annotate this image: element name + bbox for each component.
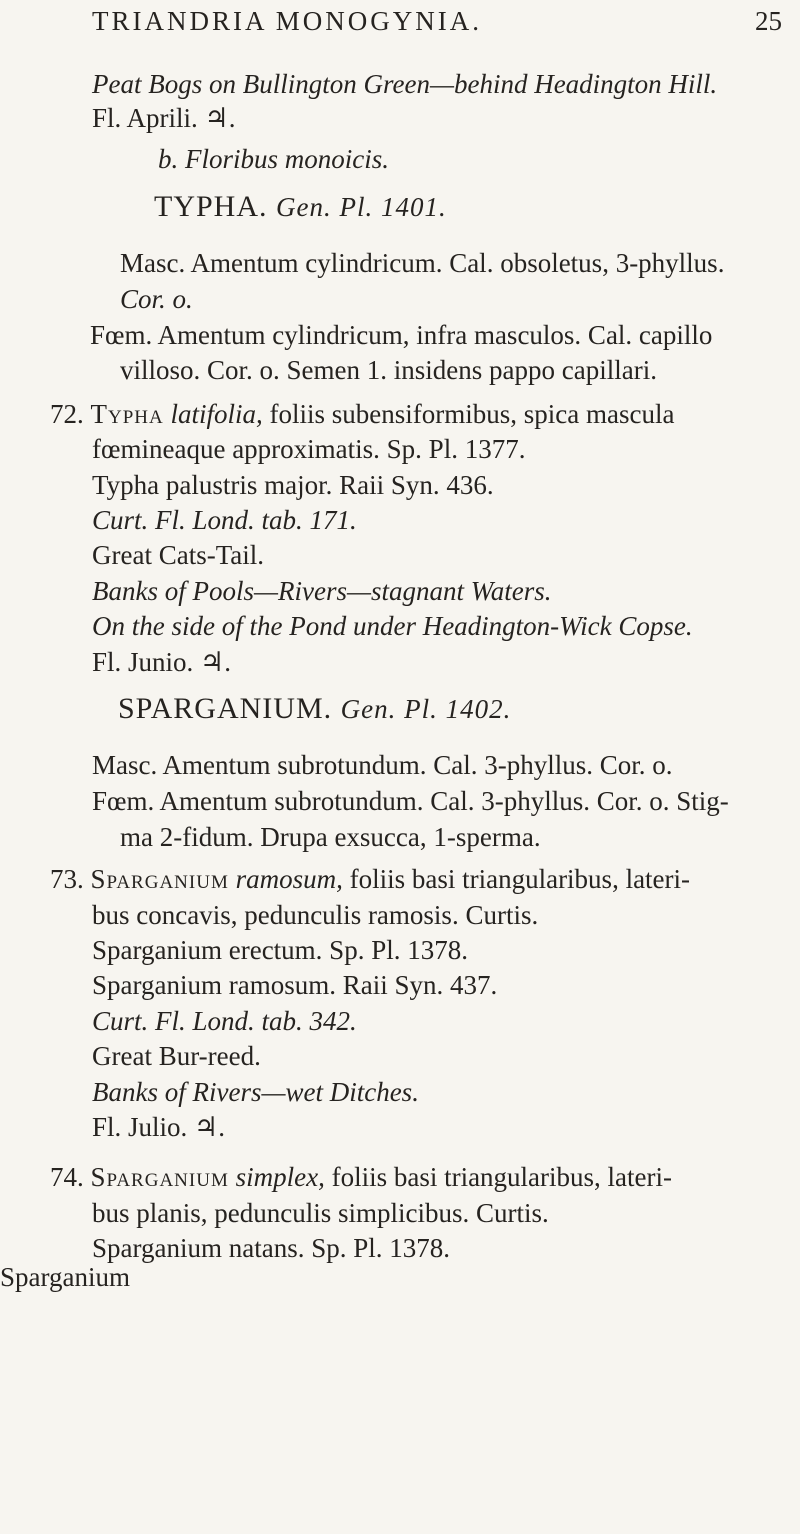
species-73-synonym-1: Sparganium erectum. Sp. Pl. 1378. [92,935,468,965]
typha-masc-line-2: Cor. o. [120,284,193,314]
species-number: 72. [50,399,84,429]
genus-citation: Gen. Pl. 1402. [340,694,512,724]
typha-foem-line-2: villoso. Cor. o. Semen 1. insidens pappo capillari. [120,355,657,385]
species-genus: Typha [90,399,164,429]
prev-variety: b. Floribus monoicis. [158,144,390,174]
species-73-habitat: Banks of Rivers—wet Ditches. [92,1077,419,1107]
sparganium-foem-line-2: ma 2-fidum. Drupa exsucca, 1-sperma. [120,822,541,852]
species-74-head [50,1160,672,1194]
species-number: 74. [50,1162,84,1192]
species-72-synonym-2: Curt. Fl. Lond. tab. 171. [92,505,357,535]
genus-heading-typha [154,190,447,224]
species-epithet: simplex, [235,1162,325,1192]
species-72-flowering: Fl. Junio. ♃. [92,647,231,677]
genus-heading-sparganium [118,692,511,726]
species-73-desc-2: bus concavis, pedunculis ramosis. Curtis. [92,900,539,930]
species-73-synonym-3: Curt. Fl. Lond. tab. 342. [92,1006,357,1036]
species-73-synonym-2: Sparganium ramosum. Raii Syn. 437. [92,970,498,1000]
species-description: foliis basi triangularibus, lateri- [349,864,691,894]
running-head [92,6,782,37]
prev-locality: Peat Bogs on Bullington Green—behind Headington Hill. [92,69,718,99]
genus-name: TYPHA. [154,190,268,223]
species-73-common-name: Great Bur-reed. [92,1041,261,1071]
species-73-flowering: Fl. Julio. ♃. [92,1112,225,1142]
species-72-locality: On the side of the Pond under Headington-Wick Copse. [92,611,693,641]
sparganium-foem-line-1: Fœm. Amentum subrotundum. Cal. 3-phyllus. Cor. o. Stig- [92,786,729,816]
species-genus: Sparganium [90,1162,229,1192]
running-title: TRIANDRIA MONOGYNIA. [92,6,482,36]
species-epithet: ramosum, [235,864,343,894]
species-number: 73. [50,864,84,894]
typha-foem-line-1: Fœm. Amentum cylindricum, infra masculos. Cal. capillo [90,320,713,350]
sparganium-masc-line: Masc. Amentum subrotundum. Cal. 3-phyllus. Cor. o. [92,750,673,780]
genus-citation: Gen. Pl. 1401. [276,192,447,222]
species-72-common-name: Great Cats-Tail. [92,540,265,570]
species-genus: Sparganium [90,864,229,894]
genus-name: SPARGANIUM. [118,692,333,725]
species-73-head [50,862,690,896]
page-number: 25 [755,6,782,36]
typha-masc-line-1: Masc. Amentum cylindricum. Cal. obsoletus, 3-phyllus. [120,248,725,278]
catchword: Sparganium [0,1262,130,1292]
species-72-desc-2: fœmineaque approximatis. Sp. Pl. 1377. [92,434,526,464]
species-description: foliis basi triangularibus, lateri- [331,1162,672,1192]
species-72-habitat: Banks of Pools—Rivers—stagnant Waters. [92,576,552,606]
species-epithet: latifolia, [170,399,263,429]
species-72-synonym-1: Typha palustris major. Raii Syn. 436. [92,470,494,500]
species-72-head [50,397,674,431]
species-74-desc-2: bus planis, pedunculis simplicibus. Curtis. [92,1198,549,1228]
species-description: foliis subensiformibus, spica mascula [269,399,675,429]
prev-flowering: Fl. Aprili. ♃. [92,103,236,133]
species-74-synonym-1: Sparganium natans. Sp. Pl. 1378. [92,1233,451,1263]
